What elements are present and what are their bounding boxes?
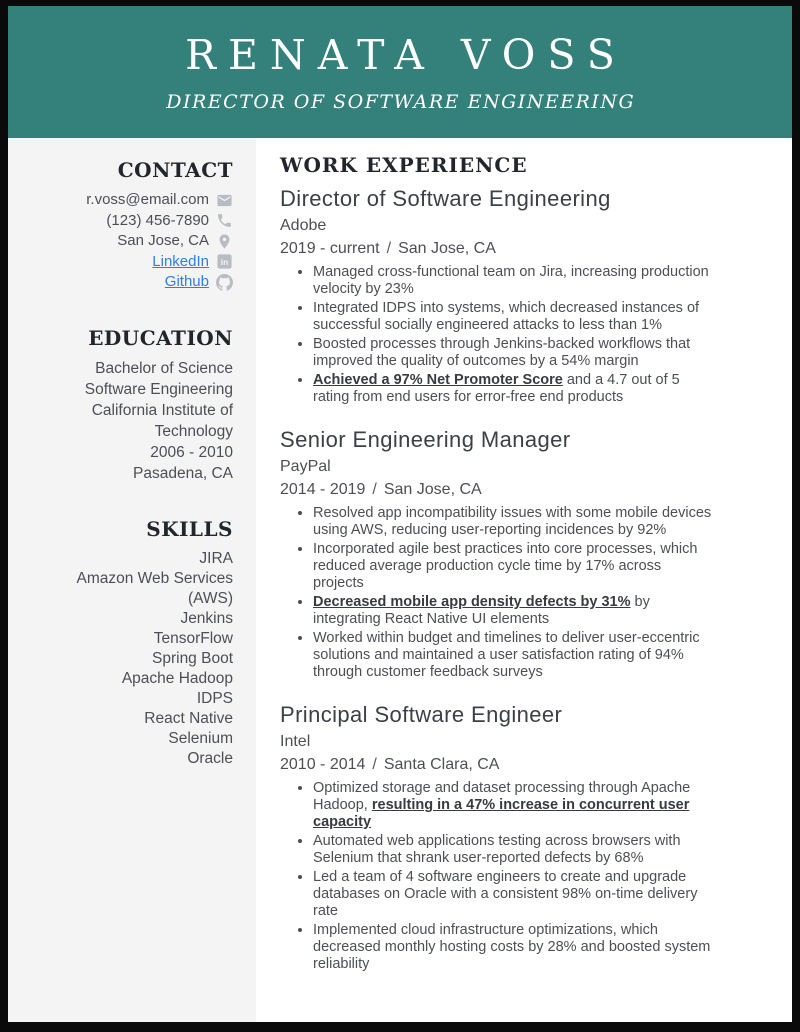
job-bullet [313,869,713,920]
contact-email-row [20,190,233,211]
phone-icon [216,212,233,229]
education-list [55,358,233,484]
resume-header [8,6,792,138]
job-bullet [313,336,713,370]
job-dateline [280,755,752,775]
linkedin-icon [216,253,233,270]
education-line: Bachelor of Science [95,359,233,377]
skill-item: Selenium [168,729,233,747]
candidate-name: RENATA VOSS [185,31,627,79]
contact-linkedin-row [20,252,233,273]
candidate-title: DIRECTOR OF SOFTWARE ENGINEERING [166,91,636,113]
job-dateline [280,480,752,500]
date-location-separator: / [386,240,392,257]
job-bullet-list [280,505,752,681]
skill-item: JIRA [199,549,233,567]
job-title: Senior Engineering Manager [280,427,571,452]
svg-text:in: in [220,257,229,268]
contact-email-label: r.voss@email.com [86,191,209,208]
github-link[interactable]: Github [164,273,209,290]
education-line: Pasadena, CA [133,464,233,482]
job-location: San Jose, CA [383,481,482,498]
bullet-text: Resolved app incompatibility issues with some mobile devices using AWS, reducing user-reporting incidences by 92% [313,505,712,538]
contact-location-row [20,231,233,252]
skills-section [20,517,233,769]
skill-item: Oracle [187,749,233,767]
education-section [20,326,233,484]
job-location: Santa Clara, CA [383,756,500,773]
bullet-text: Incorporated agile best practices into core processes, which reduced average production cycle time by 17% across projects [313,541,698,591]
skill-item: Spring Boot [152,649,233,667]
skill-item: TensorFlow [153,629,233,647]
education-line: 2006 - 2010 [150,443,233,461]
bullet-text: by integrating React Native UI elements [313,594,650,627]
job-bullet [313,264,713,298]
skill-item: IDPS [196,689,233,707]
bullet-text: Worked within budget and timelines to deliver user-eccentric solutions and maintained a user satisfaction rating of 94% through customer feedback surveys [313,630,700,680]
job-entry-intel [280,701,752,973]
bullet-text: Boosted processes through Jenkins-backed workflows that improved the quality of outcomes by a 54% margin [313,336,691,369]
skills-list [55,549,233,769]
date-location-separator: / [372,481,377,498]
skill-item: Apache Hadoop [121,669,233,687]
contact-heading: CONTACT [117,158,233,182]
job-title: Director of Software Engineering [280,186,611,211]
skill-item: React Native [144,709,233,727]
emphasized-text: resulting in a 47% increase in concurrent user capacity [313,797,690,830]
resume-page [8,6,792,1022]
job-bullet [313,300,713,334]
education-line: California Institute of Technology [91,401,233,440]
resume-body [8,138,792,1022]
work-experience-heading: WORK EXPERIENCE [280,153,528,177]
contact-phone-row [20,211,233,232]
location-icon [216,233,233,250]
bullet-text: and a 4.7 out of 5 rating from end users for error-free end products [313,372,680,405]
job-dates: 2014 - 2019 [280,481,366,498]
emphasized-text: Achieved a 97% Net Promoter Score [313,372,563,388]
main-content [256,138,792,1022]
job-company: Adobe [280,217,327,234]
bullet-text: Integrated IDPS into systems, which decreased instances of successful socially engineered attacks to less than 1% [313,300,700,333]
emphasized-text: Decreased mobile app density defects by 31% [313,594,631,610]
job-bullet [313,505,713,539]
job-bullet [313,594,713,628]
job-bullet-list [280,780,752,973]
skills-heading: SKILLS [146,516,233,541]
job-entry-paypal [280,426,752,681]
github-icon [216,274,233,291]
contact-section [20,158,233,293]
bullet-text: Optimized storage and dataset processing through Apache Hadoop, [313,780,691,813]
job-bullet [313,780,713,831]
job-company: Intel [280,733,311,750]
education-heading: EDUCATION [88,325,233,350]
email-icon [216,192,233,209]
job-bullet [313,922,713,973]
education-line: Software Engineering [84,380,233,398]
bullet-text: Automated web applications testing across browsers with Selenium that shrank user-reported defects by 68% [313,833,681,866]
linkedin-link[interactable]: LinkedIn [152,252,209,270]
contact-location-label: San Jose, CA [117,232,209,249]
bullet-text: Led a team of 4 software engineers to create and upgrade databases on Oracle with a consistent 98% on-time delivery rate [313,869,698,919]
job-bullet [313,372,713,406]
bullet-text: Managed cross-functional team on Jira, increasing production velocity by 23% [313,264,709,297]
bullet-text: Implemented cloud infrastructure optimizations, which decreased monthly hosting costs by 28% and boosted system reliability [313,922,711,972]
job-company: PayPal [280,458,331,475]
job-title: Principal Software Engineer [280,702,563,727]
job-dates: 2010 - 2014 [280,756,366,773]
job-bullet [313,833,713,867]
job-bullet-list [280,264,752,406]
date-location-separator: / [372,756,377,773]
skill-item: Amazon Web Services (AWS) [76,569,233,607]
job-dateline [280,239,752,259]
job-entry-adobe [280,185,752,406]
contact-github-row [20,272,233,293]
job-dates: 2019 - current [280,240,380,257]
contact-phone-label: (123) 456-7890 [106,211,209,229]
sidebar [8,138,256,1022]
skill-item: Jenkins [180,609,233,627]
job-bullet [313,541,713,592]
job-location: San Jose, CA [398,240,496,257]
job-bullet [313,630,713,681]
